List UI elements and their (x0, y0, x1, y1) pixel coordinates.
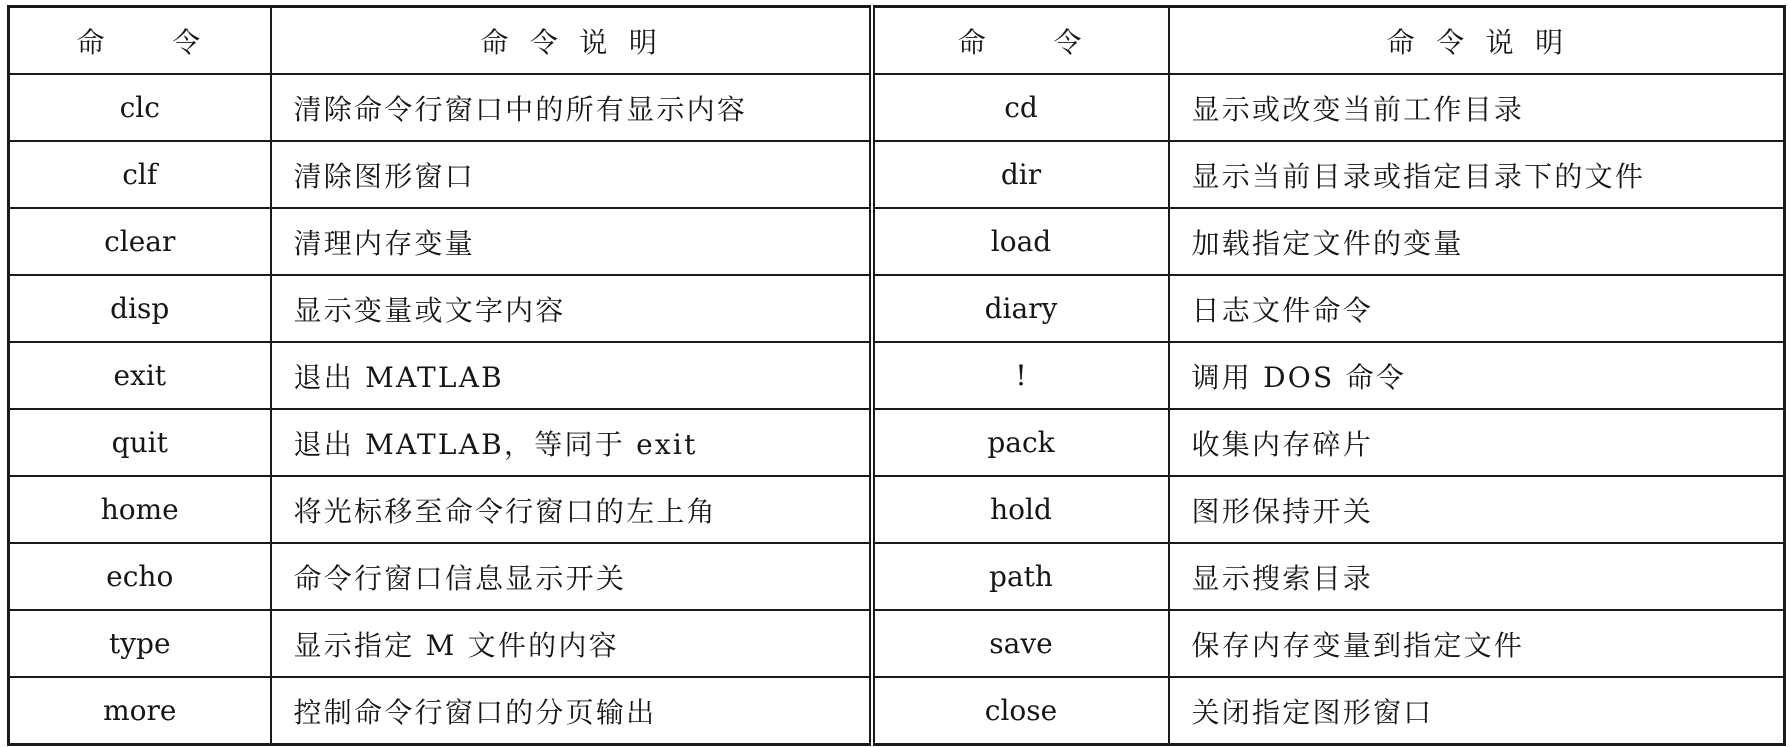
table-row (9, 342, 1785, 409)
left-command-cell: type (9, 610, 271, 677)
table-row (9, 208, 1785, 275)
table-row (9, 476, 1785, 543)
left-command-cell: quit (9, 409, 271, 476)
left-command-cell: clear (9, 208, 271, 275)
right-description-cell: 加载指定文件的变量 (1169, 208, 1785, 275)
right-description-cell: 关闭指定图形窗口 (1169, 677, 1785, 745)
left-description-cell: 将光标移至命令行窗口的左上角 (271, 476, 872, 543)
table-row (9, 74, 1785, 141)
left-description-cell: 清除图形窗口 (271, 141, 872, 208)
right-command-cell: path (872, 543, 1169, 610)
left-command-cell: exit (9, 342, 271, 409)
left-command-cell: clc (9, 74, 271, 141)
right-command-cell: load (872, 208, 1169, 275)
left-command-cell: clf (9, 141, 271, 208)
left-command-cell: echo (9, 543, 271, 610)
left-command-cell: more (9, 677, 271, 745)
left-description-cell: 命令行窗口信息显示开关 (271, 543, 872, 610)
right-description-cell: 显示搜索目录 (1169, 543, 1785, 610)
right-description-cell: 显示或改变当前工作目录 (1169, 74, 1785, 141)
left-description-cell: 清理内存变量 (271, 208, 872, 275)
left-description-cell: 清除命令行窗口中的所有显示内容 (271, 74, 872, 141)
header-command-right: 命 令 (872, 7, 1169, 75)
right-description-cell: 显示当前目录或指定目录下的文件 (1169, 141, 1785, 208)
left-description-cell: 显示指定 M 文件的内容 (271, 610, 872, 677)
left-command-cell: home (9, 476, 271, 543)
right-command-cell: cd (872, 74, 1169, 141)
left-description-cell: 退出 MATLAB，等同于 exit (271, 409, 872, 476)
left-command-cell: disp (9, 275, 271, 342)
table-row (9, 409, 1785, 476)
table-row (9, 677, 1785, 745)
table-row (9, 275, 1785, 342)
table-row (9, 543, 1785, 610)
table-row (9, 610, 1785, 677)
header-description-right: 命 令 说 明 (1169, 7, 1785, 75)
right-command-cell: hold (872, 476, 1169, 543)
right-description-cell: 保存内存变量到指定文件 (1169, 610, 1785, 677)
table-row (9, 141, 1785, 208)
right-description-cell: 图形保持开关 (1169, 476, 1785, 543)
right-command-cell: pack (872, 409, 1169, 476)
right-command-cell: diary (872, 275, 1169, 342)
header-command-left: 命 令 (9, 7, 271, 75)
left-description-cell: 显示变量或文字内容 (271, 275, 872, 342)
header-description-left: 命 令 说 明 (271, 7, 872, 75)
left-description-cell: 控制命令行窗口的分页输出 (271, 677, 872, 745)
header-row (9, 7, 1785, 75)
right-description-cell: 日志文件命令 (1169, 275, 1785, 342)
command-table (7, 5, 1786, 746)
left-description-cell: 退出 MATLAB (271, 342, 872, 409)
right-description-cell: 收集内存碎片 (1169, 409, 1785, 476)
right-command-cell: ! (872, 342, 1169, 409)
right-command-cell: close (872, 677, 1169, 745)
right-command-cell: dir (872, 141, 1169, 208)
right-description-cell: 调用 DOS 命令 (1169, 342, 1785, 409)
right-command-cell: save (872, 610, 1169, 677)
